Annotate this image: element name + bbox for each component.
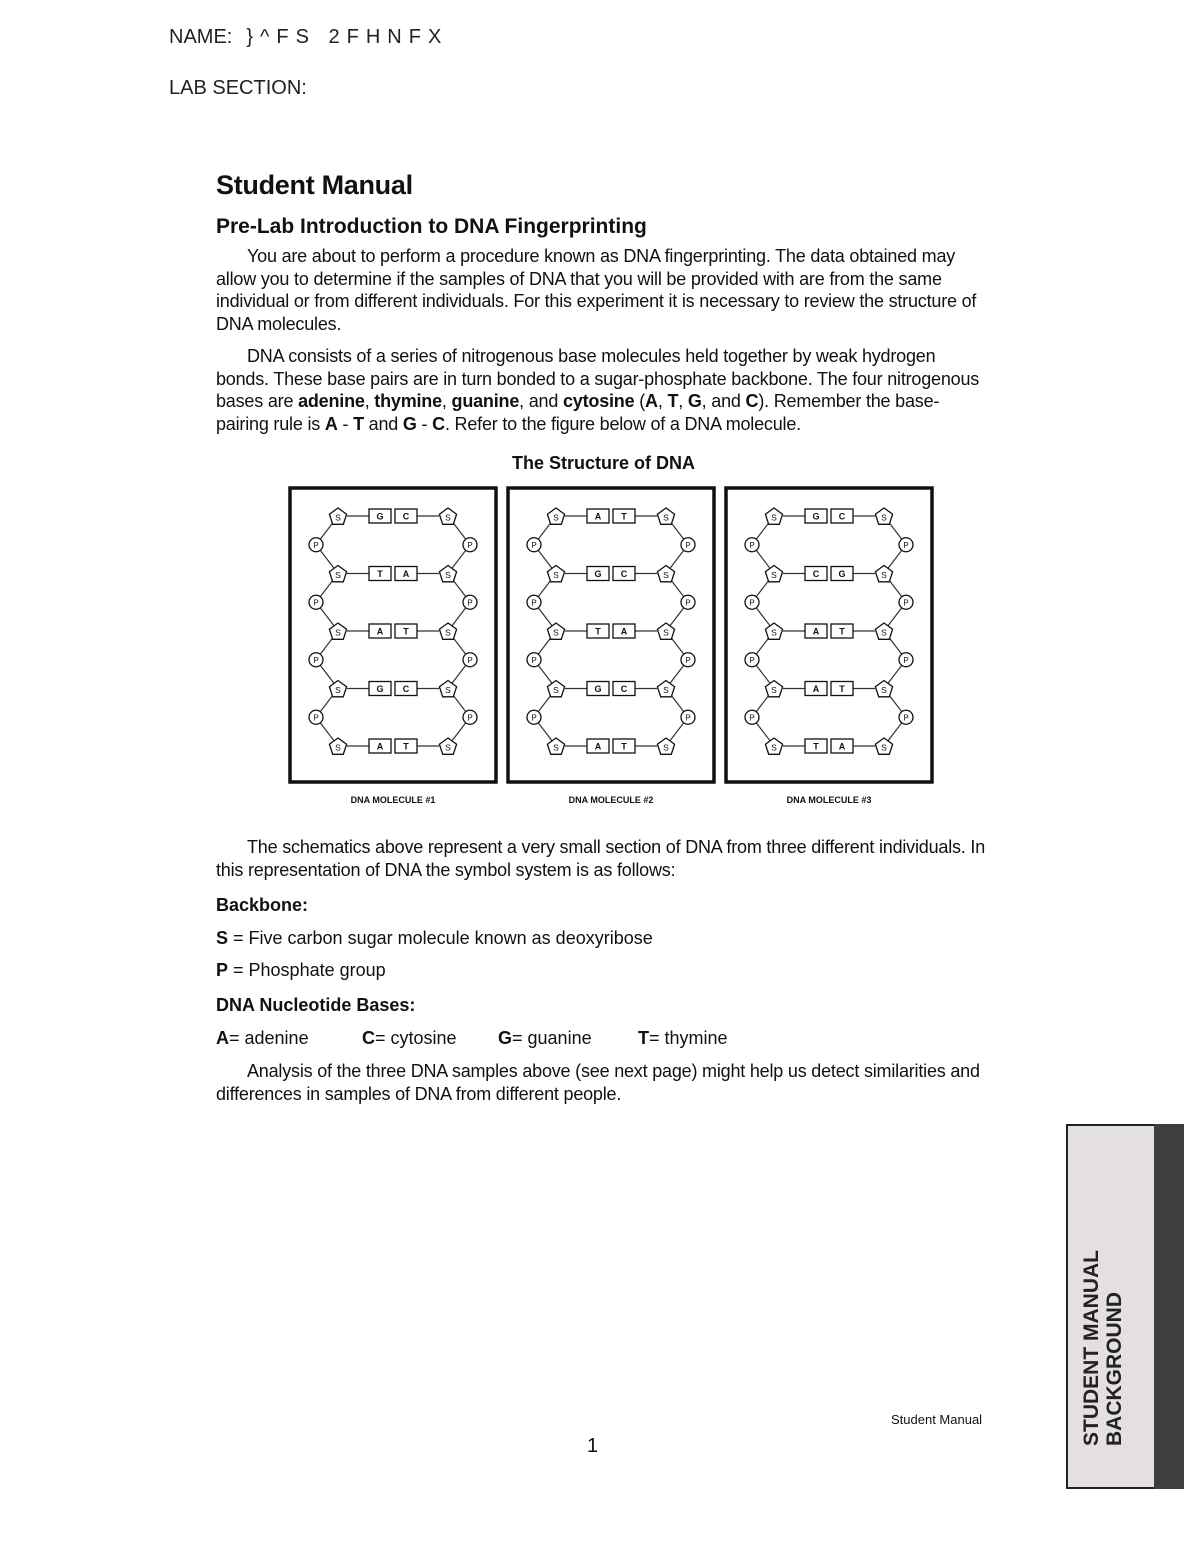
sugar-label: S: [445, 685, 451, 695]
dna-molecule-2: [508, 488, 714, 805]
dna-molecule-3: [726, 488, 932, 805]
phosphate-label: P: [467, 598, 473, 608]
phosphate-label: P: [531, 540, 537, 550]
base-letter: A: [620, 626, 628, 637]
name-value: }^FS 2FHNFX: [246, 26, 449, 48]
section-side-tab: [1066, 1124, 1186, 1487]
term-guanine: guanine: [451, 391, 520, 411]
sugar-label: S: [663, 742, 669, 753]
sugar-label: S: [663, 627, 669, 638]
base-key-guanine: G= guanine: [498, 1028, 592, 1048]
molecule-frame: [508, 488, 714, 782]
phosphate-label: P: [467, 540, 473, 550]
molecule-label: DNA MOLECULE #1: [350, 795, 436, 805]
base-letter: C: [402, 511, 410, 522]
sugar-label: S: [335, 685, 341, 695]
base-letter: C: [402, 684, 410, 694]
sugar-label: S: [335, 570, 341, 580]
base-letter: C: [620, 684, 628, 694]
schematics-paragraph: The schematics above represent a very small section of DNA from three different individuals. In this representation of DNA the symbol system is as follows:: [216, 837, 986, 880]
base-letter: C: [812, 569, 820, 579]
dna-molecule-1: [290, 488, 496, 805]
phosphate-label: P: [313, 655, 319, 665]
phosphate-label: P: [749, 713, 755, 723]
page-number: 1: [587, 1435, 599, 1457]
base-letter: C: [620, 569, 628, 579]
dna-structure-figure: [288, 486, 940, 816]
phosphate-label: P: [685, 598, 691, 608]
base-letter: A: [812, 626, 820, 637]
sugar-label: S: [553, 570, 559, 580]
phosphate-label: P: [313, 713, 319, 723]
section-heading: Pre-Lab Introduction to DNA Fingerprinting: [216, 215, 647, 238]
sugar-label: S: [553, 742, 559, 753]
base-key-thymine: T= thymine: [638, 1028, 728, 1048]
footer-label: Student Manual: [891, 1412, 983, 1427]
bases-heading: DNA Nucleotide Bases:: [216, 995, 416, 1015]
base-letter: T: [595, 626, 601, 637]
base-key-adenine: A= adenine: [216, 1028, 309, 1048]
sugar-label: S: [881, 570, 887, 580]
sugar-label: S: [445, 742, 451, 753]
base-letter: G: [376, 511, 384, 522]
phosphate-label: P: [313, 540, 319, 550]
sugar-label: S: [771, 570, 777, 580]
name-label: NAME:: [169, 26, 233, 48]
sugar-label: S: [335, 512, 341, 523]
bases-key-line: [216, 1028, 991, 1049]
backbone-heading: Backbone:: [216, 895, 309, 915]
base-letter: G: [594, 684, 602, 694]
base-letter: A: [812, 684, 820, 694]
phosphate-label: P: [749, 540, 755, 550]
sugar-label: S: [663, 685, 669, 695]
sugar-label: S: [881, 627, 887, 638]
analysis-paragraph: Analysis of the three DNA samples above (see next page) might help us detect similarities and differences in samples of DNA from different people.: [216, 1061, 980, 1104]
phosphate-label: P: [903, 655, 909, 665]
phosphate-label: P: [903, 540, 909, 550]
base-letter: C: [838, 511, 846, 522]
phosphate-label: P: [903, 713, 909, 723]
sugar-label: S: [663, 570, 669, 580]
base-letter: T: [403, 626, 409, 637]
base-letter: G: [838, 569, 846, 579]
sugar-label: S: [771, 742, 777, 753]
term-cytosine: cytosine: [562, 391, 635, 411]
phosphate-label: P: [685, 540, 691, 550]
sugar-label: S: [771, 627, 777, 638]
term-adenine: adenine: [298, 391, 365, 411]
molecule-label: DNA MOLECULE #2: [568, 795, 654, 805]
base-letter: T: [377, 569, 383, 579]
phosphate-label: P: [313, 598, 319, 608]
molecule-label: DNA MOLECULE #3: [786, 795, 872, 805]
phosphate-label: P: [903, 598, 909, 608]
phosphate-label: P: [749, 655, 755, 665]
phosphate-label: P: [531, 655, 537, 665]
base-letter: G: [376, 684, 384, 694]
sugar-label: S: [771, 512, 777, 523]
base-letter: A: [594, 741, 602, 752]
phosphate-label: P: [467, 713, 473, 723]
base-letter: G: [812, 511, 820, 522]
base-letter: A: [376, 626, 384, 637]
sugar-label: S: [553, 685, 559, 695]
sugar-label: S: [881, 512, 887, 523]
sugar-label: S: [445, 570, 451, 580]
sugar-label: S: [335, 627, 341, 638]
base-letter: T: [621, 511, 627, 522]
base-letter: T: [621, 741, 627, 752]
sugar-label: S: [335, 742, 341, 753]
sugar-label: S: [553, 627, 559, 638]
sugar-definition: S = Five carbon sugar molecule known as deoxyribose: [216, 928, 653, 948]
term-thymine: thymine: [374, 391, 442, 411]
sugar-label: S: [445, 627, 451, 638]
base-letter: A: [594, 511, 602, 522]
molecule-frame: [290, 488, 496, 782]
base-letter: A: [376, 741, 384, 752]
intro-paragraph: You are about to perform a procedure known as DNA fingerprinting. The data obtained may allow you to determine if the samples of DNA that you will be provided with are from the same individual or from different individuals. For this experiment it is necessary to review the structure of DNA molecules.: [216, 246, 977, 334]
base-letter: T: [839, 684, 845, 694]
main-content: [216, 170, 991, 1115]
dna-structure-paragraph: DNA consists of a series of nitrogenous base molecules held together by weak hydrogen bonds. These base pairs are in turn bonded to a sugar-phosphate backbone. The four nitrogenous bases are adenine, thymine, guanine, and cytosine (A, T, G, and C). Remember the base-pairing rule is A - T and G - C. Refer to the figure below of a DNA molecule.: [216, 346, 980, 434]
phosphate-definition: P = Phosphate group: [216, 960, 386, 980]
phosphate-label: P: [467, 655, 473, 665]
figure-title: The Structure of DNA: [511, 453, 695, 473]
phosphate-label: P: [749, 598, 755, 608]
phosphate-label: P: [685, 713, 691, 723]
base-letter: T: [403, 741, 409, 752]
page-title: Student Manual: [216, 170, 413, 200]
sugar-label: S: [881, 742, 887, 753]
molecule-frame: [726, 488, 932, 782]
sugar-label: S: [771, 685, 777, 695]
base-letter: G: [594, 569, 602, 579]
sugar-label: S: [881, 685, 887, 695]
sugar-label: S: [445, 512, 451, 523]
sugar-label: S: [553, 512, 559, 523]
base-letter: T: [813, 741, 819, 752]
name-line: [169, 26, 448, 49]
side-tab-label: STUDENT MANUAL BACKGROUND: [1080, 1250, 1126, 1446]
base-letter: A: [402, 569, 410, 579]
sugar-label: S: [663, 512, 669, 523]
phosphate-label: P: [531, 598, 537, 608]
base-key-cytosine: C= cytosine: [362, 1028, 457, 1048]
base-letter: A: [838, 741, 846, 752]
lab-section-label: LAB SECTION:: [169, 77, 307, 99]
base-letter: T: [839, 626, 845, 637]
phosphate-label: P: [685, 655, 691, 665]
phosphate-label: P: [531, 713, 537, 723]
